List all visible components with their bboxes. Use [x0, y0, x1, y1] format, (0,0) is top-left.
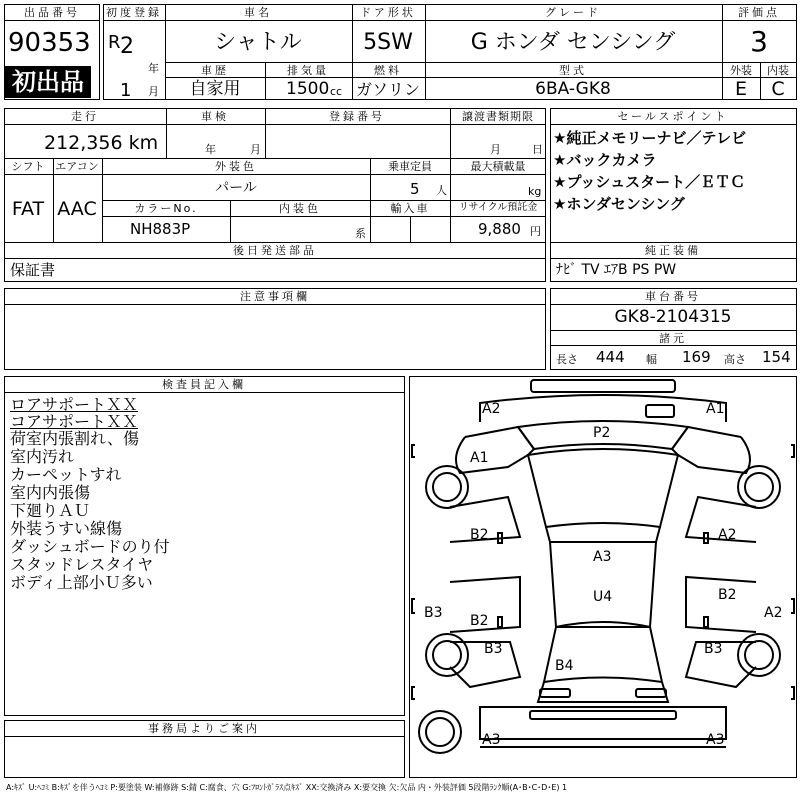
damage-mark: A3: [482, 732, 501, 748]
score: 3: [750, 25, 768, 58]
damage-mark: A1: [706, 401, 725, 417]
inspector-note: コアサポートＸＸ: [10, 412, 139, 431]
inspector-note: ボディ上部小Ｕ多い: [10, 573, 153, 592]
model: 6BA-GK8: [535, 79, 611, 99]
displacement-unit: cc: [330, 85, 343, 98]
year-unit: 年: [148, 62, 159, 75]
inspector-note: 外装うすい線傷: [10, 519, 123, 538]
damage-mark: B2: [718, 587, 737, 603]
fuel: ガソリン: [355, 80, 421, 99]
mileage: 212,356 km: [44, 132, 159, 154]
recycle-fee: 9,880: [478, 220, 521, 238]
displacement: 1500: [286, 79, 330, 99]
car-name-label: 車名: [244, 6, 272, 19]
capacity-label: 乗車定員: [388, 160, 432, 173]
chassis-label: 車台番号: [645, 290, 701, 303]
inspector-note: 下廻りＡＵ: [10, 501, 91, 520]
shift: FAT: [11, 198, 45, 220]
air-conditioner: AAC: [57, 198, 97, 220]
later-parts-label: 後日発送部品: [233, 244, 317, 257]
width: 169: [682, 348, 711, 366]
int-color-unit: 系: [355, 227, 366, 240]
color-no-label: カラーNo.: [134, 202, 198, 215]
sales-points-label: セールスポイント: [617, 110, 729, 123]
chassis-number: GK8-2104315: [614, 307, 732, 327]
shift-label: シフト: [11, 160, 45, 173]
displacement-label: 排気量: [287, 64, 329, 77]
inspection-month-unit: 月: [250, 143, 261, 156]
grade: G ホンダ センシング: [470, 30, 676, 55]
dims-label: 諸元: [659, 332, 687, 345]
lot-number: 90353: [8, 28, 91, 58]
damage-mark: A2: [764, 605, 783, 621]
inspector-note: ロアサポートＸＸ: [10, 395, 139, 414]
score-label: 評価点: [738, 6, 780, 19]
ext-color-label: 外装色: [215, 160, 257, 173]
inspection-year-unit: 年: [205, 143, 216, 156]
sales-point: ★バックカメラ: [553, 151, 657, 169]
door-label: ドア形状: [360, 6, 416, 19]
damage-mark: B3: [484, 641, 503, 657]
car-diagram: [409, 376, 797, 778]
length: 444: [596, 348, 625, 366]
later-parts: 保証書: [10, 261, 56, 279]
inspector-note: スタッドレスタイヤ: [10, 555, 154, 574]
legend: A:ｷｽﾞ U:ﾍｺﾐ B:ｷｽﾞを伴うﾍｺﾐ P:要塗装 W:補修跡 S:錆 C:腐食、穴 G:ﾌﾛﾝﾄｶﾞﾗｽ点ｷｽﾞ XX:交換済み X:要交換 欠:欠品 内・外装評価 5段階ﾗﾝｸ順(A･B･C･D･E) 1: [6, 783, 568, 792]
damage-mark: A3: [706, 732, 725, 748]
inspector-label: 検査員記入欄: [162, 378, 246, 391]
office-label: 事務局よりご案内: [148, 722, 260, 735]
inspector-note: 荷室内張割れ、傷: [10, 429, 139, 448]
import-label: 輸入車: [390, 202, 430, 215]
length-label: 長さ: [556, 353, 578, 366]
first-reg-label: 初度登録: [106, 6, 162, 19]
mileage-label: 走行: [71, 110, 99, 123]
model-label: 型式: [559, 64, 587, 77]
damage-mark: B3: [704, 641, 723, 657]
month-unit: 月: [148, 85, 159, 98]
reg-month: 1: [120, 80, 132, 101]
damage-mark: A1: [470, 450, 489, 466]
color-number: NH883P: [130, 220, 191, 238]
transfer-day-unit: 日: [532, 143, 543, 156]
recycle-unit: 円: [530, 225, 541, 238]
damage-mark: A2: [482, 401, 501, 417]
transfer-month-unit: 月: [490, 143, 501, 156]
height-label: 高さ: [724, 353, 746, 366]
damage-mark: P2: [593, 425, 611, 441]
damage-mark: B4: [555, 658, 574, 674]
history: 自家用: [189, 79, 241, 99]
sales-point: ★プッシュスタート／ＥＴＣ: [553, 173, 746, 191]
inspection-label: 車検: [201, 110, 229, 123]
reg-year: 2: [120, 34, 134, 59]
load-unit: kg: [528, 185, 542, 198]
reg-no-label: 登録番号: [329, 110, 385, 123]
history-label: 車歴: [201, 64, 229, 77]
load-label: 最大積載量: [470, 160, 526, 173]
ac-label: エアコン: [55, 160, 99, 173]
car-name: シャトル: [214, 30, 302, 55]
interior-grade: C: [771, 78, 785, 100]
damage-mark: A2: [718, 527, 737, 543]
lot-number-label: 出品番号: [24, 6, 80, 19]
inspector-note: 室内汚れ: [10, 447, 75, 466]
exterior-label: 外装: [730, 64, 752, 77]
recycle-label: リサイクル預託金: [458, 202, 538, 213]
inspector-note: カーペットすれ: [10, 465, 122, 484]
equipment: ﾅﾋﾞ TV ｴｱB PS PW: [556, 262, 677, 278]
notes-label: 注意事項欄: [240, 290, 310, 303]
damage-mark: B2: [470, 527, 489, 543]
transfer-label: 譲渡書類期限: [462, 110, 534, 123]
equipment-label: 純正装備: [645, 244, 701, 257]
damage-mark: U4: [593, 589, 613, 605]
damage-mark: B3: [424, 605, 443, 621]
first-listing-badge: 初出品: [5, 66, 91, 98]
fuel-label: 燃料: [374, 64, 402, 77]
era: R: [108, 32, 121, 53]
int-color-label: 内装色: [279, 202, 321, 215]
damage-mark: B2: [470, 613, 489, 629]
sales-point: ★ホンダセンシング: [553, 195, 685, 213]
capacity-unit: 人: [436, 184, 447, 197]
grade-label: グレード: [545, 6, 601, 19]
capacity: 5: [410, 180, 420, 198]
door-type: 5SW: [363, 30, 413, 55]
ext-color: パール: [215, 180, 257, 196]
width-label: 幅: [646, 353, 657, 366]
inspector-note: 室内内張傷: [10, 483, 91, 502]
height: 154: [762, 348, 791, 366]
interior-label: 内装: [767, 64, 789, 77]
sales-point: ★純正メモリーナビ／テレビ: [553, 129, 747, 147]
damage-mark: A3: [593, 549, 612, 565]
exterior-grade: E: [734, 78, 748, 100]
inspector-note: ダッシュボードのり付: [10, 537, 170, 556]
